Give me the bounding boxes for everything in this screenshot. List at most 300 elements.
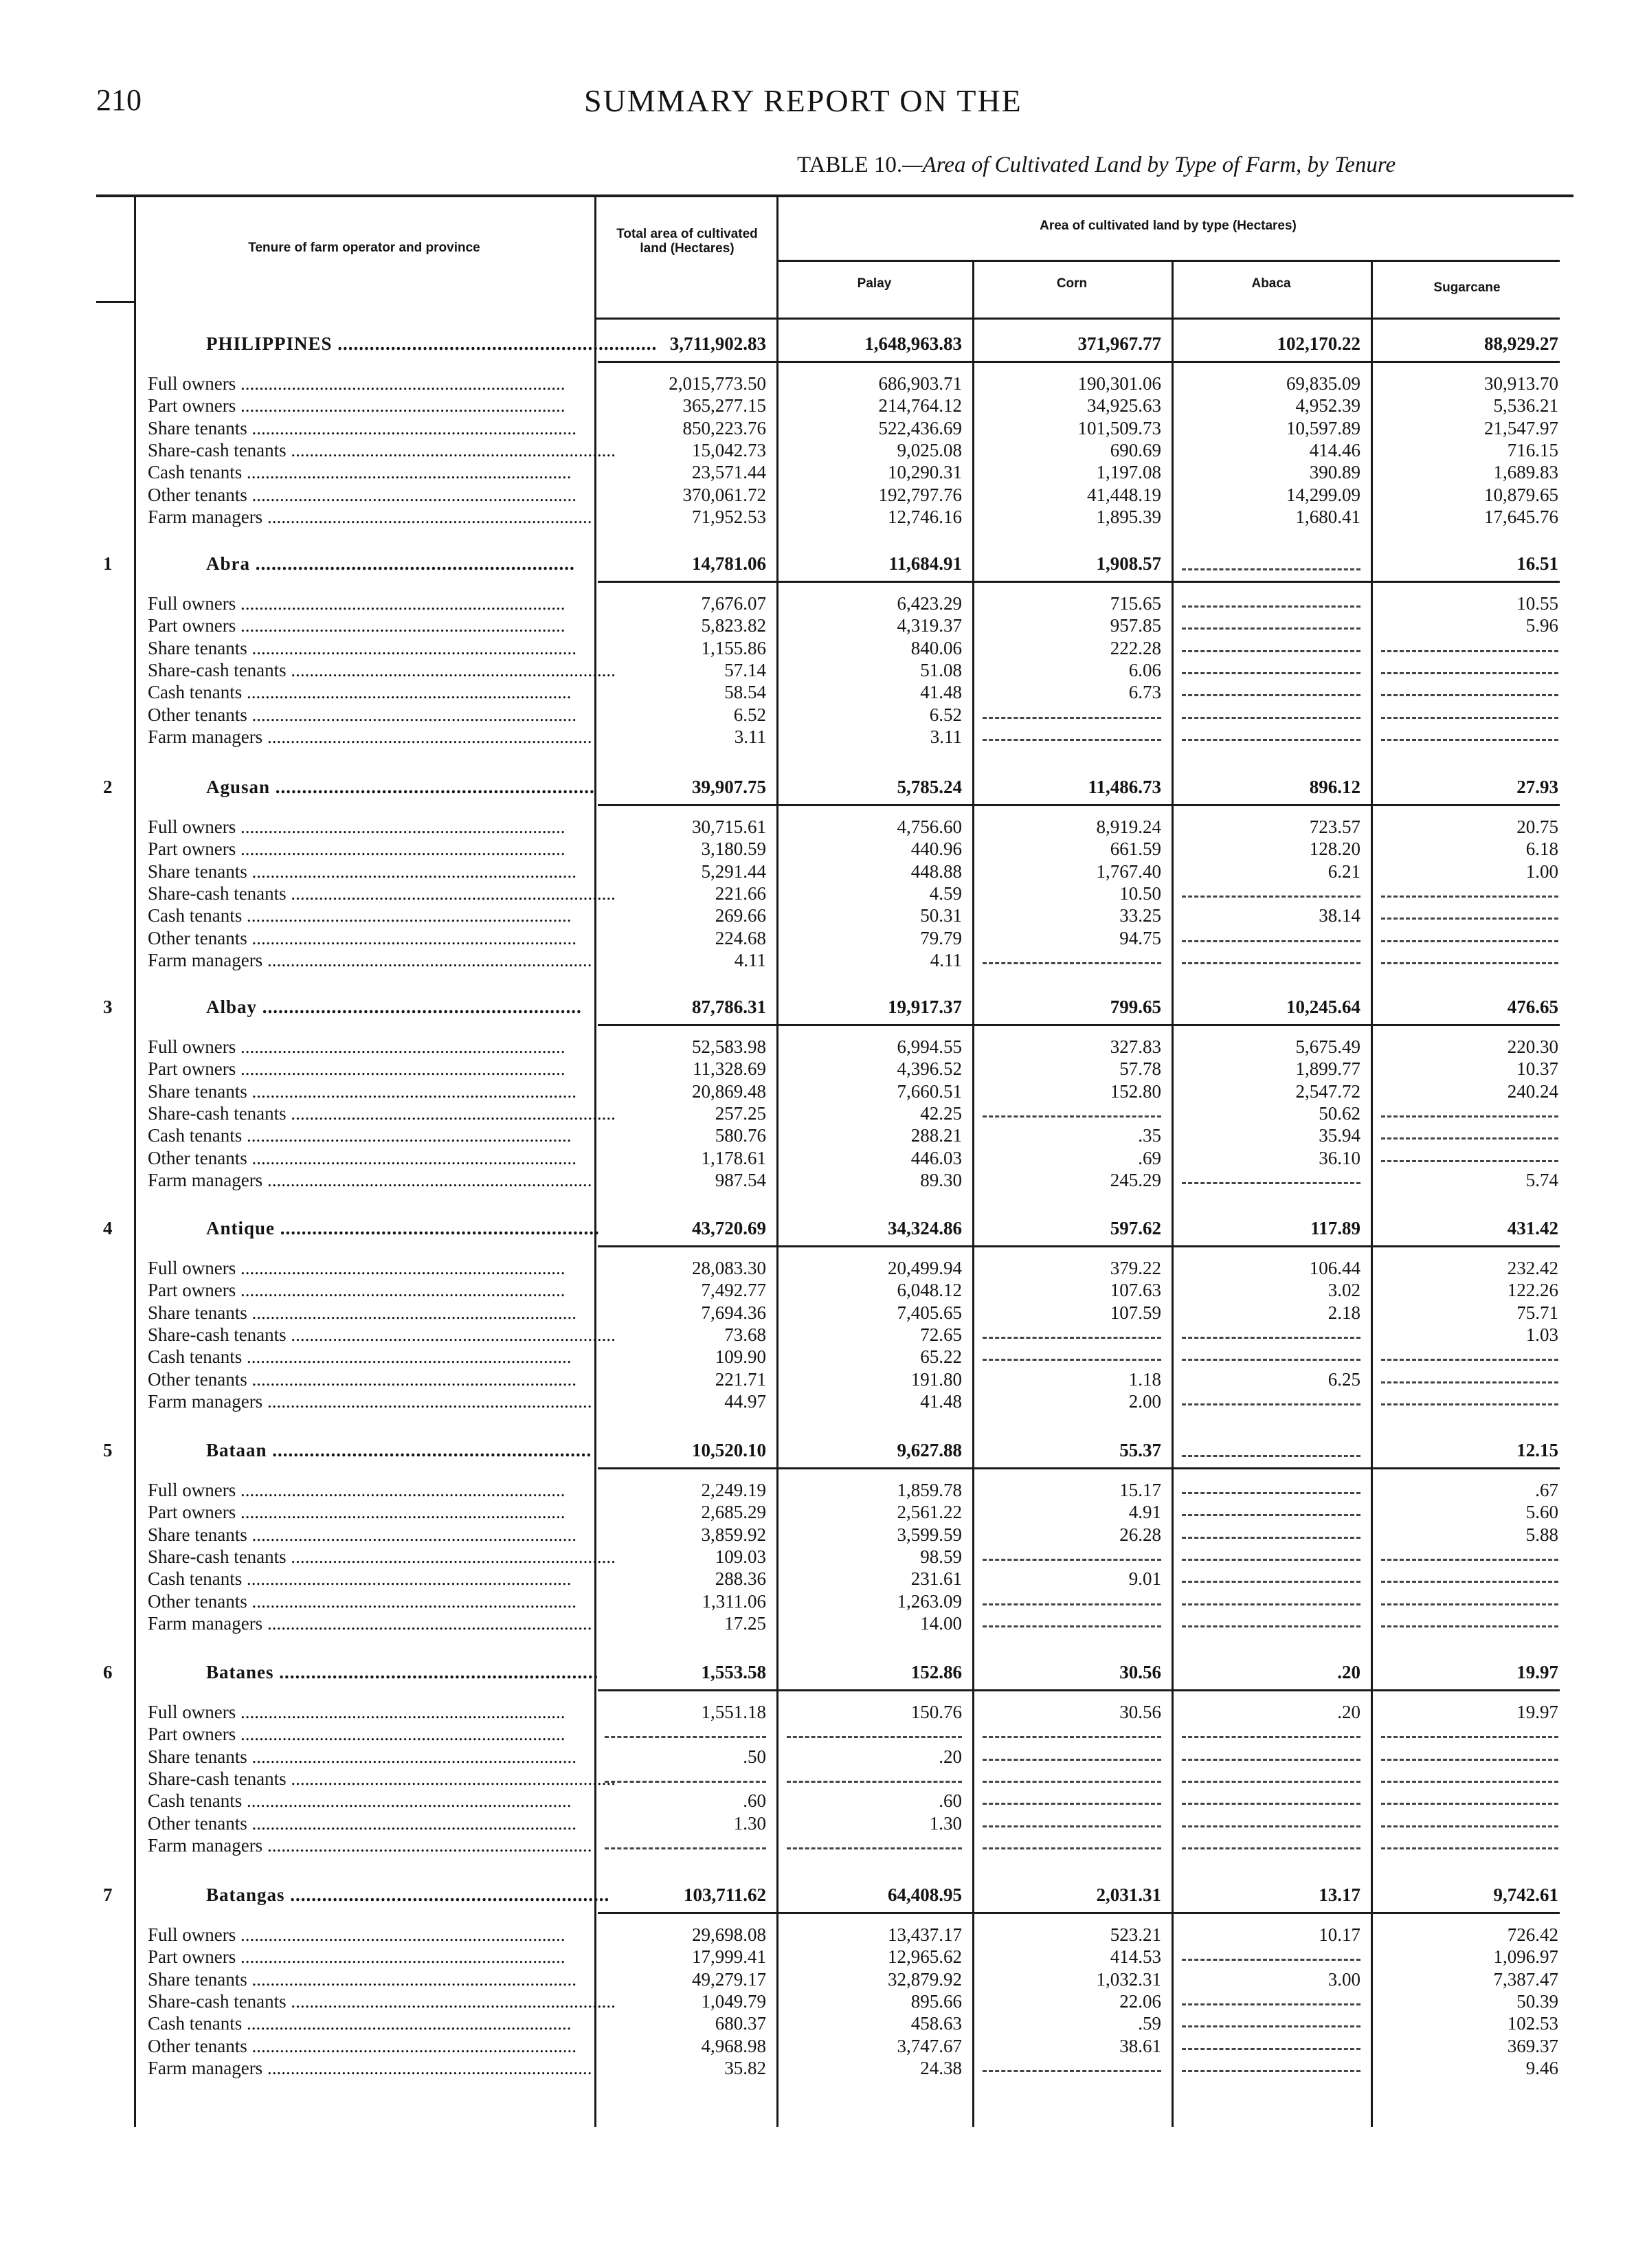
value-sugarcane: 21,547.97: [1484, 417, 1558, 438]
empty-cell: [983, 1625, 1161, 1627]
value-palay: 4,319.37: [897, 615, 962, 636]
value-abaca: 4,952.39: [1295, 395, 1360, 416]
value-palay: 12,746.16: [888, 506, 962, 527]
province-total-total: 10,520.10: [692, 1440, 766, 1460]
tenure-label: Cash tenants ......................................................................: [148, 2013, 572, 2034]
value-corn: 957.85: [1110, 615, 1161, 636]
value-sugarcane: 726.42: [1507, 1924, 1558, 1945]
province-total-palay: 64,408.95: [888, 1885, 962, 1905]
value-corn: 690.69: [1110, 439, 1161, 460]
value-corn: 107.63: [1110, 1280, 1161, 1301]
province-total-abaca: 102,170.22: [1277, 333, 1360, 354]
value-palay: 10,290.31: [888, 462, 962, 483]
empty-cell: [1182, 568, 1360, 570]
value-abaca: 10,597.89: [1286, 417, 1360, 438]
header-total: Total area of cultivated land (Hectares): [616, 227, 758, 256]
value-corn: 414.53: [1110, 1946, 1161, 1968]
running-head: SUMMARY REPORT ON THE: [584, 83, 1022, 118]
value-palay: 4.59: [929, 882, 962, 904]
empty-cell: [1182, 2048, 1360, 2050]
value-palay: 440.96: [910, 838, 962, 860]
empty-cell: [1381, 1736, 1558, 1738]
value-abaca: 1,899.77: [1295, 1058, 1360, 1080]
province-number: 4: [103, 1218, 113, 1238]
value-sugarcane: 5.60: [1525, 1502, 1558, 1523]
value-total: 35.82: [724, 2057, 766, 2078]
value-sugarcane: 122.26: [1507, 1280, 1558, 1301]
value-abaca: 2.18: [1327, 1302, 1360, 1323]
tenure-label: Full owners ......................................................................: [148, 373, 565, 394]
tenure-label: Other tenants ......................................................................: [148, 2035, 576, 2056]
province-total-corn: 11,486.73: [1088, 777, 1161, 797]
tenure-label: Cash tenants ......................................................................: [148, 1125, 572, 1146]
value-palay: 522,436.69: [878, 417, 962, 438]
empty-cell: [1381, 1559, 1558, 1561]
value-total: 28,083.30: [692, 1258, 766, 1278]
value-abaca: 390.89: [1309, 462, 1360, 483]
value-sugarcane: 5.74: [1525, 1169, 1558, 1190]
province-name: Agusan ............................................................: [206, 777, 595, 797]
value-palay: 41.48: [920, 682, 962, 703]
tenure-label: Share tenants ......................................................................: [148, 860, 576, 882]
value-abaca: 6.21: [1327, 860, 1360, 882]
value-palay: .60: [939, 1790, 962, 1812]
province-total-rule: [598, 1245, 1560, 1247]
value-total: 7,492.77: [701, 1280, 766, 1301]
value-sugarcane: 75.71: [1516, 1302, 1558, 1323]
value-palay: 3.11: [930, 726, 962, 747]
empty-cell: [1182, 605, 1360, 608]
province-total-rule: [598, 804, 1560, 806]
tenure-label: Full owners ......................................................................: [148, 1480, 565, 1500]
value-total: 850,223.76: [682, 417, 766, 438]
province-total-total: 87,786.31: [692, 997, 766, 1017]
province-total-rule: [598, 581, 1560, 583]
value-total: 1,551.18: [701, 1702, 766, 1722]
value-corn: 1,767.40: [1096, 860, 1161, 882]
value-corn: 101,509.73: [1077, 417, 1161, 438]
tenure-label: Full owners ......................................................................: [148, 816, 565, 837]
value-palay: 89.30: [920, 1169, 962, 1190]
table-caption-title: —Area of Cultivated Land by Type of Farm, by Tenure: [902, 153, 1396, 177]
empty-cell: [1381, 918, 1558, 920]
province-total-abaca: .20: [1337, 1662, 1360, 1682]
value-total: 49,279.17: [692, 1968, 766, 1990]
value-corn: 327.83: [1110, 1036, 1161, 1057]
value-corn: 152.80: [1110, 1080, 1161, 1102]
value-palay: 3,599.59: [897, 1524, 962, 1545]
province-total-abaca: 117.89: [1310, 1218, 1360, 1238]
province-total-palay: 152.86: [910, 1662, 962, 1682]
tenure-label: Share-cash tenants ......................................................................: [148, 659, 616, 680]
province-name: Albay ............................................................: [206, 997, 582, 1017]
value-corn: 22.06: [1119, 1990, 1161, 2012]
value-total: .50: [743, 1746, 766, 1767]
tenure-label: Full owners ......................................................................: [148, 1258, 565, 1278]
empty-cell: [1182, 1581, 1360, 1583]
header-corn: Corn: [1056, 276, 1088, 291]
value-total: 580.76: [715, 1125, 766, 1146]
value-total: 44.97: [724, 1390, 766, 1412]
province-total-palay: 34,324.86: [888, 1218, 962, 1238]
value-sugarcane: 5.96: [1525, 615, 1558, 636]
province-total-sugarcane: 88,929.27: [1484, 333, 1558, 354]
tenure-label: Full owners ......................................................................: [148, 1036, 565, 1057]
tenure-label: Farm managers ......................................................................: [148, 2057, 592, 2078]
empty-cell: [1381, 739, 1558, 741]
value-corn: 379.22: [1110, 1258, 1161, 1278]
value-total: 109.03: [715, 1546, 766, 1567]
province-name: Bataan ............................................................: [206, 1440, 592, 1460]
province-total-total: 39,907.75: [692, 777, 766, 797]
value-palay: 191.80: [910, 1368, 962, 1390]
value-palay: 65.22: [920, 1346, 962, 1368]
value-total: 1,049.79: [701, 1990, 766, 2012]
tenure-label: Part owners ......................................................................: [148, 1724, 565, 1745]
empty-cell: [1182, 1825, 1360, 1827]
province-name: Batangas ............................................................: [206, 1885, 610, 1905]
tenure-label: Full owners ......................................................................: [148, 1924, 565, 1945]
province-total-rule: [598, 361, 1560, 363]
value-total: 2,685.29: [701, 1502, 766, 1523]
province-total-palay: 1,648,963.83: [864, 333, 962, 354]
tenure-label: Part owners ......................................................................: [148, 1946, 565, 1968]
province-total-total: 3,711,902.83: [669, 333, 766, 354]
value-sugarcane: 7,387.47: [1493, 1968, 1558, 1990]
value-palay: 20,499.94: [888, 1258, 962, 1278]
value-palay: 214,764.12: [878, 395, 962, 416]
empty-cell: [1182, 1847, 1360, 1849]
empty-cell: [1381, 896, 1558, 898]
value-total: 17,999.41: [692, 1946, 766, 1968]
empty-cell: [1381, 1137, 1558, 1139]
tenure-label: Share tenants ......................................................................: [148, 637, 576, 658]
value-palay: 4.11: [930, 949, 962, 970]
tenure-label: Farm managers ......................................................................: [148, 1390, 592, 1412]
empty-cell: [1381, 1825, 1558, 1827]
value-total: 52,583.98: [692, 1036, 766, 1057]
province-total-sugarcane: 431.42: [1507, 1218, 1558, 1238]
value-total: 221.71: [715, 1368, 766, 1390]
value-total: 3,859.92: [701, 1524, 766, 1545]
empty-cell: [983, 1803, 1161, 1805]
value-palay: 1.30: [929, 1812, 962, 1834]
empty-cell: [1182, 1337, 1360, 1339]
value-sugarcane: 5.88: [1525, 1524, 1558, 1545]
value-corn: 107.59: [1110, 1302, 1161, 1323]
value-palay: 98.59: [920, 1546, 962, 1567]
empty-cell: [1381, 717, 1558, 719]
value-total: 288.36: [715, 1568, 766, 1590]
value-corn: 1,895.39: [1096, 506, 1161, 527]
province-name: Antique ............................................................: [206, 1218, 600, 1238]
value-total: 1,178.61: [701, 1147, 766, 1168]
value-palay: 686,903.71: [878, 373, 962, 394]
province-total-palay: 9,627.88: [897, 1440, 962, 1460]
empty-cell: [983, 1337, 1161, 1339]
tenure-label: Cash tenants ......................................................................: [148, 1790, 572, 1812]
tenure-label: Share tenants ......................................................................: [148, 417, 576, 438]
value-corn: 94.75: [1119, 927, 1161, 948]
value-sugarcane: 6.18: [1525, 838, 1558, 860]
empty-cell: [605, 1847, 766, 1849]
value-abaca: 69,835.09: [1286, 373, 1360, 394]
tenure-label: Farm managers ......................................................................: [148, 1834, 592, 1856]
tenure-label: Other tenants ......................................................................: [148, 927, 576, 948]
empty-cell: [1182, 1803, 1360, 1805]
value-abaca: 128.20: [1309, 838, 1360, 860]
value-corn: 715.65: [1110, 593, 1161, 614]
empty-cell: [1381, 1759, 1558, 1761]
tenure-label: Part owners ......................................................................: [148, 838, 565, 860]
tenure-label: Farm managers ......................................................................: [148, 949, 592, 970]
value-palay: 9,025.08: [897, 439, 962, 460]
empty-cell: [1381, 672, 1558, 674]
value-abaca: 106.44: [1309, 1258, 1360, 1278]
value-sugarcane: .67: [1535, 1480, 1558, 1500]
value-total: 29,698.08: [692, 1924, 766, 1945]
value-total: 370,061.72: [682, 484, 766, 505]
empty-cell: [1182, 1182, 1360, 1184]
tenure-label: Share tenants ......................................................................: [148, 1968, 576, 1990]
empty-cell: [983, 739, 1161, 741]
empty-cell: [1182, 1514, 1360, 1516]
empty-cell: [1381, 650, 1558, 652]
value-palay: 4,396.52: [897, 1058, 962, 1080]
empty-cell: [1182, 940, 1360, 942]
province-total-palay: 5,785.24: [897, 777, 962, 797]
value-corn: 661.59: [1110, 838, 1161, 860]
value-palay: 7,660.51: [897, 1080, 962, 1102]
empty-cell: [787, 1736, 962, 1738]
tenure-label: Other tenants ......................................................................: [148, 1368, 576, 1390]
tenure-label: Part owners ......................................................................: [148, 1502, 565, 1523]
value-corn: 10.50: [1119, 882, 1161, 904]
value-total: 257.25: [715, 1102, 766, 1124]
value-total: 30,715.61: [692, 816, 766, 837]
value-sugarcane: 1.03: [1525, 1324, 1558, 1345]
value-corn: 523.21: [1110, 1924, 1161, 1945]
value-total: 6.52: [733, 704, 766, 725]
empty-cell: [1381, 962, 1558, 964]
value-sugarcane: 50.39: [1516, 1990, 1558, 2012]
value-corn: 30.56: [1119, 1702, 1161, 1722]
value-palay: 231.61: [910, 1568, 962, 1590]
empty-cell: [1381, 1381, 1558, 1383]
value-total: 3.11: [734, 726, 766, 747]
empty-cell: [1381, 1625, 1558, 1627]
value-abaca: 2,547.72: [1295, 1080, 1360, 1102]
tenure-label: Other tenants ......................................................................: [148, 1147, 576, 1168]
value-sugarcane: 20.75: [1516, 816, 1558, 837]
value-corn: .69: [1138, 1147, 1161, 1168]
value-corn: 57.78: [1119, 1058, 1161, 1080]
province-number: 1: [103, 553, 113, 574]
province-total-sugarcane: 27.93: [1516, 777, 1558, 797]
empty-cell: [1182, 739, 1360, 741]
empty-cell: [1182, 672, 1360, 674]
value-total: 1.30: [733, 1812, 766, 1834]
value-total: 23,571.44: [692, 462, 766, 483]
province-total-palay: 19,917.37: [888, 997, 962, 1017]
header-area-group: Area of cultivated land by type (Hectares): [1040, 219, 1297, 233]
province-number: 6: [103, 1662, 113, 1682]
value-total: 17.25: [724, 1612, 766, 1634]
value-total: 365,277.15: [682, 395, 766, 416]
value-sugarcane: 240.24: [1507, 1080, 1558, 1102]
value-sugarcane: 9.46: [1525, 2057, 1558, 2078]
tenure-label: Share tenants ......................................................................: [148, 1302, 576, 1323]
value-palay: 192,797.76: [878, 484, 962, 505]
tenure-label: Farm managers ......................................................................: [148, 726, 592, 747]
province-total-total: 43,720.69: [692, 1218, 766, 1238]
value-total: 1,311.06: [702, 1590, 766, 1612]
tenure-label: Other tenants ......................................................................: [148, 704, 576, 725]
empty-cell: [983, 962, 1161, 964]
empty-cell: [983, 717, 1161, 719]
tenure-label: Share-cash tenants ......................................................................: [148, 1102, 616, 1124]
empty-cell: [787, 1847, 962, 1849]
empty-cell: [983, 1603, 1161, 1605]
empty-cell: [983, 1781, 1161, 1783]
value-total: 7,694.36: [701, 1302, 766, 1323]
value-sugarcane: 17,645.76: [1484, 506, 1558, 527]
empty-cell: [1381, 1803, 1558, 1805]
empty-cell: [1381, 694, 1558, 696]
header-sugarcane: Sugarcane: [1433, 280, 1501, 295]
province-total-abaca: 896.12: [1309, 777, 1360, 797]
empty-cell: [1182, 1625, 1360, 1627]
value-palay: 41.48: [920, 1390, 962, 1412]
value-sugarcane: 716.15: [1507, 439, 1558, 460]
value-palay: 458.63: [910, 2013, 962, 2034]
value-palay: 79.79: [920, 927, 962, 948]
value-abaca: 1,680.41: [1295, 506, 1360, 527]
value-palay: 13,437.17: [888, 1924, 962, 1945]
value-corn: 2.00: [1128, 1390, 1161, 1412]
province-total-rule: [598, 1024, 1560, 1026]
empty-cell: [1182, 694, 1360, 696]
value-sugarcane: 1,096.97: [1493, 1946, 1558, 1968]
value-sugarcane: 19.97: [1516, 1702, 1558, 1722]
value-total: 224.68: [715, 927, 766, 948]
value-abaca: 38.14: [1319, 905, 1360, 926]
empty-cell: [1182, 896, 1360, 898]
value-corn: 41,448.19: [1087, 484, 1161, 505]
value-palay: 6,423.29: [897, 593, 962, 614]
value-sugarcane: 102.53: [1507, 2013, 1558, 2034]
value-corn: 26.28: [1119, 1524, 1161, 1545]
value-total: 680.37: [715, 2013, 766, 2034]
value-corn: 1.18: [1128, 1368, 1161, 1390]
empty-cell: [983, 1825, 1161, 1827]
province-number: 7: [103, 1885, 113, 1905]
value-palay: 32,879.92: [888, 1968, 962, 1990]
province-total-rule: [598, 1912, 1560, 1914]
empty-cell: [1381, 1581, 1558, 1583]
tenure-label: Part owners ......................................................................: [148, 1058, 565, 1080]
tenure-label: Cash tenants ......................................................................: [148, 1568, 572, 1590]
value-palay: 288.21: [910, 1125, 962, 1146]
tenure-label: Share tenants ......................................................................: [148, 1746, 576, 1767]
province-total-abaca: 13.17: [1319, 1885, 1360, 1905]
value-sugarcane: 5,536.21: [1493, 395, 1558, 416]
value-total: 4,968.98: [701, 2035, 766, 2056]
empty-cell: [983, 1559, 1161, 1561]
value-corn: 1,197.08: [1096, 462, 1161, 483]
value-abaca: 35.94: [1319, 1125, 1360, 1146]
value-sugarcane: 10.55: [1516, 593, 1558, 614]
value-total: 269.66: [715, 905, 766, 926]
value-total: 58.54: [724, 682, 766, 703]
province-total-corn: 55.37: [1119, 1440, 1161, 1460]
value-corn: 190,301.06: [1077, 373, 1161, 394]
value-palay: 2,561.22: [897, 1502, 962, 1523]
value-total: 7,676.07: [701, 593, 766, 614]
province-total-sugarcane: 12.15: [1516, 1440, 1558, 1460]
value-palay: 6.52: [929, 704, 962, 725]
value-abaca: 3.00: [1327, 1968, 1360, 1990]
value-total: 5,823.82: [701, 615, 766, 636]
empty-cell: [1182, 1959, 1360, 1961]
empty-cell: [1182, 627, 1360, 630]
empty-cell: [1381, 1359, 1558, 1361]
value-palay: 12,965.62: [888, 1946, 962, 1968]
province-total-corn: 2,031.31: [1096, 1885, 1161, 1905]
tenure-label: Share-cash tenants ......................................................................: [148, 1768, 616, 1789]
value-corn: .35: [1138, 1125, 1161, 1146]
value-abaca: 414.46: [1309, 439, 1360, 460]
value-corn: 4.91: [1128, 1502, 1161, 1523]
value-abaca: 10.17: [1319, 1924, 1360, 1945]
province-total-total: 1,553.58: [701, 1662, 766, 1682]
tenure-label: Cash tenants ......................................................................: [148, 462, 572, 483]
empty-cell: [787, 1781, 962, 1783]
empty-cell: [1182, 1759, 1360, 1761]
value-sugarcane: 1,689.83: [1493, 462, 1558, 483]
tenure-label: Farm managers ......................................................................: [148, 1612, 592, 1634]
value-palay: 1,859.78: [897, 1480, 962, 1500]
province-total-rule: [598, 1689, 1560, 1691]
value-palay: 51.08: [920, 659, 962, 680]
empty-cell: [983, 1759, 1161, 1761]
tenure-label: Cash tenants ......................................................................: [148, 1346, 572, 1368]
value-palay: 42.25: [920, 1102, 962, 1124]
tenure-label: Farm managers ......................................................................: [148, 506, 592, 527]
value-palay: 895.66: [910, 1990, 962, 2012]
value-palay: 14.00: [920, 1612, 962, 1634]
value-corn: 34,925.63: [1087, 395, 1161, 416]
province-total-total: 103,711.62: [683, 1885, 766, 1905]
province-total-corn: 371,967.77: [1077, 333, 1161, 354]
province-total-sugarcane: 476.65: [1507, 997, 1558, 1017]
empty-cell: [1182, 1492, 1360, 1494]
tenure-label: Other tenants ......................................................................: [148, 1590, 576, 1612]
province-total-sugarcane: 19.97: [1516, 1662, 1558, 1682]
value-corn: 33.25: [1119, 905, 1161, 926]
tenure-label: Share-cash tenants ......................................................................: [148, 1546, 616, 1567]
tenure-label: Part owners ......................................................................: [148, 395, 565, 416]
header-tenure: Tenure of farm operator and province: [248, 241, 480, 255]
value-corn: 6.06: [1128, 659, 1161, 680]
tenure-label: Share tenants ......................................................................: [148, 1524, 576, 1545]
tenure-label: Share-cash tenants ......................................................................: [148, 1324, 616, 1345]
empty-cell: [1182, 1359, 1360, 1361]
tenure-label: Full owners ......................................................................: [148, 1702, 565, 1722]
value-sugarcane: 10,879.65: [1484, 484, 1558, 505]
province-total-corn: 597.62: [1110, 1218, 1161, 1238]
value-sugarcane: 30,913.70: [1484, 373, 1558, 394]
